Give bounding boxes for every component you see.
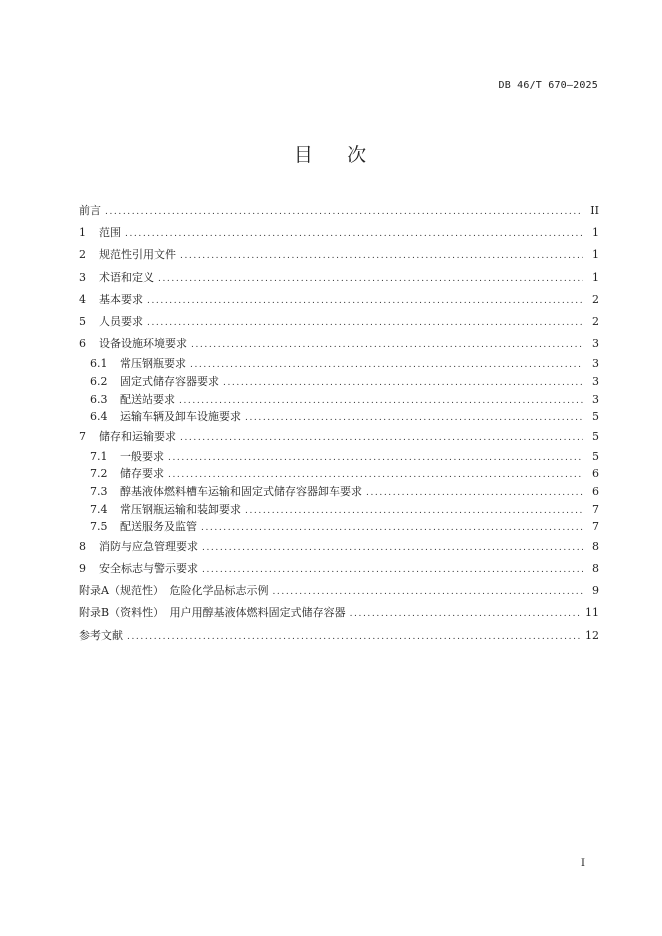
toc-entry-number: 7.3 xyxy=(90,485,108,499)
toc-entry-page: 3 xyxy=(592,374,599,388)
toc-entry-label: 运输车辆及卸车设施要求 xyxy=(120,410,241,424)
toc-entry-page: 3 xyxy=(592,392,599,406)
toc-entry-page: 1 xyxy=(592,226,599,240)
toc-entry[interactable] xyxy=(79,408,599,426)
toc-entry-number: 5 xyxy=(79,314,86,328)
toc-entry-label: 范围 xyxy=(99,226,121,240)
toc-entry-label: 配送站要求 xyxy=(120,392,175,406)
toc-dot-leader xyxy=(202,559,583,581)
toc-entry-page: 9 xyxy=(592,584,599,598)
toc-entry-label: 附录A（规范性） 危险化学品标志示例 xyxy=(79,584,269,598)
toc-entry-number: 1 xyxy=(79,226,86,240)
toc-dot-leader xyxy=(147,312,583,334)
toc-dot-leader xyxy=(158,268,583,290)
toc-entry-label: 一般要求 xyxy=(120,449,164,463)
toc-entry[interactable] xyxy=(79,355,599,373)
toc-dot-leader xyxy=(180,245,583,267)
toc-dot-leader xyxy=(245,503,583,521)
toc-dot-leader xyxy=(223,375,583,393)
toc-entry-number: 7.4 xyxy=(90,502,108,516)
toc-entry-page: 8 xyxy=(592,562,599,576)
toc-entry[interactable] xyxy=(79,426,599,448)
table-of-contents xyxy=(79,200,599,647)
toc-entry-label: 规范性引用文件 xyxy=(99,248,176,262)
toc-entry-label: 术语和定义 xyxy=(99,270,154,284)
toc-entry-number: 2 xyxy=(79,248,86,262)
toc-dot-leader xyxy=(190,357,583,375)
toc-entry-label: 醇基液体燃料槽车运输和固定式储存容器卸车要求 xyxy=(120,485,362,499)
toc-entry-label: 人员要求 xyxy=(99,314,143,328)
toc-entry[interactable] xyxy=(79,625,599,647)
toc-entry-page: 5 xyxy=(592,410,599,424)
toc-entry-number: 6.2 xyxy=(90,374,108,388)
toc-dot-leader xyxy=(125,223,583,245)
toc-entry-page: 5 xyxy=(592,449,599,463)
toc-entry[interactable] xyxy=(79,244,599,266)
toc-entry[interactable] xyxy=(79,311,599,333)
toc-entry[interactable] xyxy=(79,289,599,311)
toc-entry[interactable] xyxy=(79,518,599,536)
toc-entry-page: 5 xyxy=(592,429,599,443)
toc-entry-label: 消防与应急管理要求 xyxy=(99,539,198,553)
toc-entry-label: 配送服务及监管 xyxy=(120,520,197,534)
toc-entry[interactable] xyxy=(79,602,599,624)
toc-entry-number: 6.3 xyxy=(90,392,108,406)
toc-dot-leader xyxy=(201,520,583,538)
page-number: I xyxy=(581,858,585,869)
toc-entry-page: 3 xyxy=(592,357,599,371)
toc-entry-page: 2 xyxy=(592,292,599,306)
toc-entry-page: 8 xyxy=(592,539,599,553)
toc-entry-number: 3 xyxy=(79,270,86,284)
toc-entry-page: II xyxy=(590,204,599,217)
toc-entry-label: 前言 xyxy=(79,204,101,217)
toc-dot-leader xyxy=(168,450,583,468)
toc-entry-label: 储存要求 xyxy=(120,467,164,481)
toc-entry-number: 8 xyxy=(79,539,86,553)
toc-dot-leader xyxy=(127,626,581,648)
toc-entry[interactable] xyxy=(79,580,599,602)
toc-entry-number: 6.1 xyxy=(90,357,108,371)
toc-dot-leader xyxy=(202,537,583,559)
toc-entry[interactable] xyxy=(79,501,599,519)
toc-entry-label: 附录B（资料性） 用户用醇基液体燃料固定式储存容器 xyxy=(79,606,346,620)
toc-dot-leader xyxy=(180,427,583,449)
toc-entry-page: 12 xyxy=(585,628,599,642)
toc-entry-page: 1 xyxy=(592,270,599,284)
toc-dot-leader xyxy=(191,334,583,356)
page-title: 目 次 xyxy=(293,144,369,166)
toc-entry-number: 6.4 xyxy=(90,410,108,424)
toc-entry-page: 2 xyxy=(592,314,599,328)
toc-entry-page: 6 xyxy=(592,467,599,481)
toc-entry-label: 储存和运输要求 xyxy=(99,429,176,443)
toc-entry-label: 设备设施环境要求 xyxy=(99,337,187,351)
toc-entry-page: 1 xyxy=(592,248,599,262)
toc-entry[interactable] xyxy=(79,465,599,483)
toc-entry[interactable] xyxy=(79,373,599,391)
toc-entry-number: 7 xyxy=(79,429,86,443)
toc-dot-leader xyxy=(245,410,583,428)
toc-entry-page: 6 xyxy=(592,485,599,499)
toc-entry[interactable] xyxy=(79,448,599,466)
toc-entry[interactable] xyxy=(79,558,599,580)
toc-entry-number: 6 xyxy=(79,337,86,351)
toc-entry-number: 7.5 xyxy=(90,520,108,534)
toc-entry-page: 3 xyxy=(592,337,599,351)
toc-entry-number: 4 xyxy=(79,292,86,306)
toc-entry[interactable] xyxy=(79,267,599,289)
toc-entry-label: 固定式储存容器要求 xyxy=(120,374,219,388)
toc-dot-leader xyxy=(350,603,581,625)
toc-entry[interactable] xyxy=(79,391,599,409)
toc-entry-label: 安全标志与警示要求 xyxy=(99,562,198,576)
toc-entry-page: 7 xyxy=(592,502,599,516)
toc-entry[interactable] xyxy=(79,483,599,501)
toc-entry-number: 9 xyxy=(79,562,86,576)
toc-dot-leader xyxy=(272,581,583,603)
toc-entry-label: 常压钢瓶运输和装卸要求 xyxy=(120,502,241,516)
document-code: DB 46/T 670—2025 xyxy=(498,80,598,91)
toc-entry[interactable] xyxy=(79,222,599,244)
toc-entry-number: 7.1 xyxy=(90,449,108,463)
toc-entry-page: 11 xyxy=(585,606,599,620)
toc-dot-leader xyxy=(147,290,583,312)
toc-entry[interactable] xyxy=(79,536,599,558)
toc-entry-page: 7 xyxy=(592,520,599,534)
toc-dot-leader xyxy=(105,201,583,223)
toc-entry[interactable] xyxy=(79,200,599,222)
toc-dot-leader xyxy=(366,485,583,503)
toc-entry-number: 7.2 xyxy=(90,467,108,481)
toc-entry-label: 基本要求 xyxy=(99,292,143,306)
toc-entry-label: 常压钢瓶要求 xyxy=(120,357,186,371)
toc-entry-label: 参考文献 xyxy=(79,628,123,642)
toc-entry[interactable] xyxy=(79,333,599,355)
